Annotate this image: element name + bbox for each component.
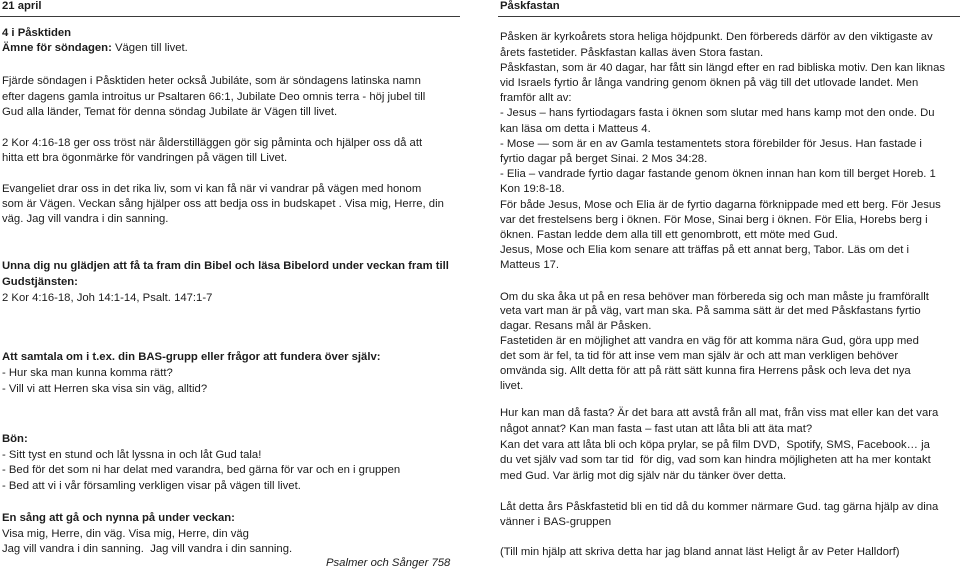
sunday-subject	[2, 41, 188, 56]
lent-intro-paragraph	[500, 30, 945, 273]
gospel-line: som är Vägen. Veckan sång hjälper oss att bedja oss in budskapet . Visa mig, Herre, din	[2, 197, 444, 210]
journey-paragraph	[500, 290, 929, 394]
reading-section	[2, 258, 449, 306]
left-page	[0, 0, 470, 572]
kor-line: 2 Kor 4:16-18 ger oss tröst när ålderstilläggen gör sig påminta och hjälper oss då att	[2, 136, 423, 149]
kor-line: hitta ett bra ögonmärke för vandringen på vägen till Livet.	[2, 151, 288, 164]
gospel-line: Evangeliet drar oss in det rika liv, som vi kan få när vi vandrar på vägen med honom	[2, 182, 422, 195]
journey-line: veta vart man är på väg, vart man ska. På samma sätt är det med Påskfastans fyrtio	[500, 305, 921, 318]
lent-intro-line: - Mose — som är en av Gamla testamentets stora förebilder för Jesus. Han fastade i	[500, 137, 922, 150]
lent-intro-line: fyrtio dagar på berget Sinai. 2 Mos 34:28.	[500, 153, 708, 166]
fasting-line: Kan det vara att låta bli och köpa prylar, se på film DVD, Spotify, SMS, Facebook… ja	[500, 438, 930, 451]
lent-intro-line: Kon 19:8-18.	[500, 183, 565, 196]
sunday-title: 4 i Påsktiden	[2, 26, 72, 39]
prayer-item: - Bed att vi i vår församling verkligen visar på vägen till livet.	[2, 480, 301, 493]
journey-line: Om du ska åka ut på en resa behöver man förbereda sig och man måste ju framförallt	[500, 290, 929, 303]
song-source: Psalmer och Sånger 758	[326, 557, 451, 569]
right-page-header: Påskfastan	[500, 0, 560, 12]
fasting-line: något annat? Kan man fasta – fast utan att låta bli att äta mat?	[500, 422, 813, 435]
discussion-section	[2, 349, 381, 397]
lent-intro-line: Jesus, Mose och Elia kom senare att träffas på ett annat berg, Tabor. Läs om det i	[500, 244, 910, 257]
discussion-heading: Att samtala om i t.ex. din BAS-grupp eller frågor att fundera över själv:	[2, 351, 381, 363]
closing-line: vänner i BAS-gruppen	[500, 515, 612, 528]
lent-intro-line: Påsken är kyrkoårets stora heliga höjdpunkt. Den förbereds därför av den viktigaste av	[500, 31, 933, 44]
left-header-rule	[0, 16, 460, 17]
prayer-item: - Sitt tyst en stund och låt lyssna in och låt Gud tala!	[2, 448, 262, 461]
source-note	[500, 545, 900, 560]
intro-paragraph	[2, 74, 425, 121]
fasting-paragraph	[500, 406, 938, 485]
reading-heading-line: Gudstjänsten:	[2, 276, 78, 288]
closing-line: Låt detta års Påskfastetid bli en tid då du kommer närmare Gud. tag gärna hjälp av dina	[500, 500, 939, 513]
prayer-section	[2, 432, 400, 495]
lent-intro-line: - Elia – vandrade fyrtio dagar fastande genom öknen innan han kom till berget Horeb. 1	[500, 168, 936, 181]
journey-line: dagar. Resans mål är Påsken.	[500, 320, 652, 333]
prayer-heading: Bön:	[2, 433, 28, 445]
left-page-header: 21 april	[2, 0, 42, 12]
lent-intro-line: kan läsa om detta i Matteus 4.	[500, 122, 651, 135]
source-note-line: (Till min hjälp att skriva detta har jag bland annat läst Heligt år av Peter Halldorf)	[500, 545, 900, 558]
song-line: Visa mig, Herre, din väg. Visa mig, Herre, din väg	[2, 527, 249, 540]
lent-intro-line: framför allt av:	[500, 92, 572, 105]
reading-heading-line: Unna dig nu glädjen att få ta fram din Bibel och läsa Bibelord under veckan fram till	[2, 260, 449, 272]
intro-line: Gud alla länder, Temat för denna söndag Jubilate är Vägen till livet.	[2, 106, 338, 118]
journey-line: omvända sig. Allt detta för att på rätt sätt kunna fira Herrens påsk och leva det nya	[500, 365, 911, 378]
lent-intro-line: - Jesus – hans fyrtiodagars fasta i öknen som slutar med hans kamp mot den onde. Du	[500, 107, 935, 120]
right-page	[498, 0, 960, 572]
lent-intro-line: Matteus 17.	[500, 259, 560, 272]
sunday-subject-label: Ämne för söndagen:	[2, 41, 112, 54]
journey-line: det som är fel, ta tid för att inse vem man själv är och att man verkligen behöver	[500, 350, 899, 363]
prayer-item: - Bed för det som ni har delat med varandra, bed gärna för var och en i gruppen	[2, 464, 401, 477]
fasting-line: du vet själv vad som tar tid för dig, vad som kan hindra möjligheten att ha mer kontakt	[500, 454, 931, 467]
sunday-subject-value: Vägen till livet.	[111, 41, 188, 54]
reading-references: 2 Kor 4:16-18, Joh 14:1-14, Psalt. 147:1-7	[2, 292, 213, 304]
fasting-line: med Gud. Var ärlig mot dig själv när du tänker över detta.	[500, 470, 787, 483]
song-heading: En sång att gå och nynna på under veckan:	[2, 512, 235, 524]
gospel-paragraph	[2, 182, 444, 227]
fasting-line: Hur kan man då fasta? Är det bara att avstå från all mat, från viss mat eller kan det vara	[500, 407, 939, 419]
kor-paragraph	[2, 136, 422, 166]
discussion-item: - Vill vi att Herren ska visa sin väg, alltid?	[2, 383, 208, 395]
lent-intro-line: årets fastetider. Påskfastan kallas även Stora fastan.	[500, 46, 764, 59]
gospel-line: väg. Jag vill vandra i din sanning.	[2, 212, 169, 225]
song-section	[2, 511, 292, 558]
lent-intro-line: Påskfastan, som är 40 dagar, har fått sin längd efter en rad bibliska motiv. Den kan liknas	[500, 61, 945, 74]
lent-intro-line: öknen. Fastan ledde dem alla till ett genombrott, ett möte med Gud.	[500, 229, 838, 242]
lent-intro-line: var det frestelsens berg i öknen. För Mose, Sinai berg i öknen. För Elia, Horebs berg i	[500, 213, 928, 226]
closing-paragraph	[500, 500, 938, 530]
journey-line: livet.	[500, 379, 524, 392]
song-line: Jag vill vandra i din sanning. Jag vill vandra i din sanning.	[2, 543, 293, 555]
discussion-item: - Hur ska man kunna komma rätt?	[2, 367, 173, 379]
intro-line: Fjärde söndagen i Påsktiden heter också Jubiláte, som är söndagens latinska namn	[2, 75, 421, 87]
journey-line: Fastetiden är en möjlighet att vandra en väg för att komma nära Gud, göra upp med	[500, 335, 919, 348]
lent-intro-line: vid Israels fyrtio år långa vandring genom öknen på väg till det utlovade landet. Men	[500, 77, 919, 89]
sunday-title-block	[2, 26, 188, 56]
right-header-rule	[498, 16, 960, 17]
lent-intro-line: För både Jesus, Mose och Elia är de fyrtio dagarna förknippade med ett berg. För Jesus	[500, 198, 941, 211]
intro-line: efter dagens gamla introitus ur Psaltaren 66:1, Jubilate Deo omnis terra - höj jubel till	[2, 90, 426, 103]
